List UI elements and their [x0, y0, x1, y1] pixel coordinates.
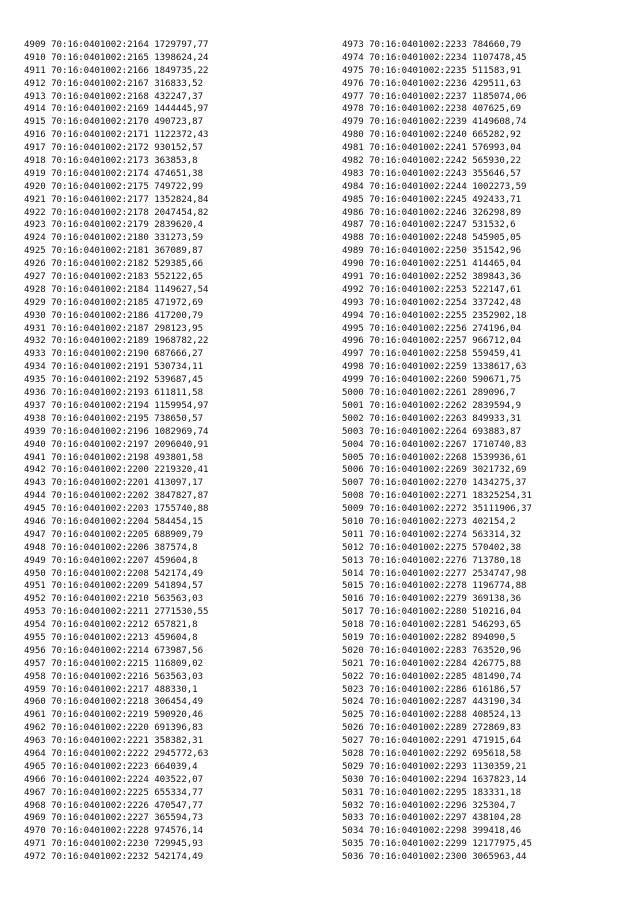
- table-row: 4982 70:16:0401002:2242 565930,22: [342, 156, 522, 167]
- table-row: 4940 70:16:0401002:2197 2096040,91: [24, 439, 209, 450]
- table-row: 4977 70:16:0401002:2237 1185074,06: [342, 91, 527, 102]
- table-row: 5006 70:16:0401002:2269 3021732,69: [342, 465, 527, 476]
- table-row: 4991 70:16:0401002:2252 389843,36: [342, 272, 522, 283]
- table-row: 4926 70:16:0401002:2182 529385,66: [24, 259, 204, 270]
- table-row: 4980 70:16:0401002:2240 665282,92: [342, 130, 522, 141]
- table-row: 4933 70:16:0401002:2190 687666,27: [24, 349, 204, 360]
- table-row: 4972 70:16:0401002:2232 542174,49: [24, 852, 204, 863]
- table-row: 4959 70:16:0401002:2217 488330,1: [24, 684, 198, 695]
- table-row: 4993 70:16:0401002:2254 337242,48: [342, 297, 522, 308]
- table-row: 4927 70:16:0401002:2183 552122,65: [24, 272, 204, 283]
- table-row: 5005 70:16:0401002:2268 1539936,61: [342, 452, 527, 463]
- table-row: 4974 70:16:0401002:2234 1107478,45: [342, 52, 527, 63]
- table-row: 4968 70:16:0401002:2226 470547,77: [24, 800, 204, 811]
- table-row: 5026 70:16:0401002:2289 272869,83: [342, 723, 522, 734]
- table-row: 4996 70:16:0401002:2257 966712,04: [342, 336, 522, 347]
- table-row: 4973 70:16:0401002:2233 784660,79: [342, 40, 522, 50]
- table-row: 4988 70:16:0401002:2248 545905,05: [342, 233, 522, 244]
- table-row: 5034 70:16:0401002:2298 399418,46: [342, 826, 522, 837]
- table-row: 4976 70:16:0401002:2236 429511,63: [342, 78, 522, 89]
- table-row: 4936 70:16:0401002:2193 611811,58: [24, 388, 204, 399]
- table-row: 4941 70:16:0401002:2198 493801,58: [24, 452, 204, 463]
- table-row: 4935 70:16:0401002:2192 539687,45: [24, 375, 204, 386]
- table-row: 4953 70:16:0401002:2211 2771530,55: [24, 607, 209, 618]
- table-row: 5031 70:16:0401002:2295 183331,18: [342, 787, 522, 798]
- table-row: 4961 70:16:0401002:2219 590920,46: [24, 710, 204, 721]
- table-row: 5009 70:16:0401002:2272 35111906,37: [342, 504, 532, 515]
- table-row: 4945 70:16:0401002:2203 1755740,88: [24, 504, 209, 515]
- table-row: 4924 70:16:0401002:2180 331273,59: [24, 233, 204, 244]
- table-row: 4918 70:16:0401002:2173 363853,8: [24, 156, 198, 167]
- table-row: 4981 70:16:0401002:2241 576993,04: [342, 143, 522, 154]
- table-row: 4967 70:16:0401002:2225 655334,77: [24, 787, 204, 798]
- table-row: 5021 70:16:0401002:2284 426775,88: [342, 658, 522, 669]
- table-row: 4998 70:16:0401002:2259 1338617,63: [342, 362, 527, 373]
- table-row: 4999 70:16:0401002:2260 590671,75: [342, 375, 522, 386]
- table-row: 4966 70:16:0401002:2224 403522,07: [24, 774, 204, 785]
- table-row: 4951 70:16:0401002:2209 541894,57: [24, 581, 204, 592]
- table-row: 5027 70:16:0401002:2291 471915,64: [342, 736, 522, 747]
- table-row: 4971 70:16:0401002:2230 729945,93: [24, 839, 204, 850]
- table-row: 4947 70:16:0401002:2205 688909,79: [24, 529, 204, 540]
- table-row: 5000 70:16:0401002:2261 289096,7: [342, 388, 516, 399]
- table-row: 4963 70:16:0401002:2221 358382,31: [24, 736, 204, 747]
- table-row: 5020 70:16:0401002:2283 763520,96: [342, 645, 522, 656]
- table-row: 4952 70:16:0401002:2210 563563,03: [24, 594, 204, 605]
- table-row: 4950 70:16:0401002:2208 542174,49: [24, 568, 204, 579]
- table-row: 4954 70:16:0401002:2212 657821,8: [24, 620, 198, 631]
- table-row: 4946 70:16:0401002:2204 584454,15: [24, 516, 204, 527]
- table-row: 5003 70:16:0401002:2264 693883,87: [342, 426, 522, 437]
- table-row: 4965 70:16:0401002:2223 664039,4: [24, 761, 198, 772]
- table-row: 4960 70:16:0401002:2218 306454,49: [24, 697, 204, 708]
- table-row: 4932 70:16:0401002:2189 1968782,22: [24, 336, 209, 347]
- table-row: 4979 70:16:0401002:2239 4149608,74: [342, 117, 527, 128]
- table-row: 4913 70:16:0401002:2168 432247,37: [24, 91, 204, 102]
- table-row: 5014 70:16:0401002:2277 2534747,98: [342, 568, 527, 579]
- table-row: 5028 70:16:0401002:2292 695618,58: [342, 748, 522, 759]
- table-row: 4956 70:16:0401002:2214 673987,56: [24, 645, 204, 656]
- table-row: 5035 70:16:0401002:2299 12177975,45: [342, 839, 532, 850]
- table-row: 5019 70:16:0401002:2282 894090,5: [342, 632, 516, 643]
- table-row: 5002 70:16:0401002:2263 849933,31: [342, 413, 522, 424]
- table-row: 4983 70:16:0401002:2243 355646,57: [342, 168, 522, 179]
- table-row: 4990 70:16:0401002:2251 414465,04: [342, 259, 522, 270]
- table-row: 4955 70:16:0401002:2213 459604,8: [24, 632, 198, 643]
- table-row: 5032 70:16:0401002:2296 325304,7: [342, 800, 516, 811]
- table-row: 4916 70:16:0401002:2171 1122372,43: [24, 130, 209, 141]
- table-row: 4997 70:16:0401002:2258 559459,41: [342, 349, 522, 360]
- table-row: 4962 70:16:0401002:2220 691396,83: [24, 723, 204, 734]
- table-row: 4964 70:16:0401002:2222 2945772,63: [24, 748, 209, 759]
- table-row: 4929 70:16:0401002:2185 471972,69: [24, 297, 204, 308]
- table-row: 5015 70:16:0401002:2278 1196774,88: [342, 581, 527, 592]
- table-row: 5036 70:16:0401002:2300 3065963,44: [342, 852, 527, 863]
- table-row: 4937 70:16:0401002:2194 1159954,97: [24, 400, 209, 411]
- left-column: [24, 39, 208, 864]
- table-row: 5012 70:16:0401002:2275 570402,38: [342, 542, 522, 553]
- table-row: 5004 70:16:0401002:2267 1710740,83: [342, 439, 527, 450]
- table-row: 4942 70:16:0401002:2200 2219320,41: [24, 465, 209, 476]
- table-row: 5023 70:16:0401002:2286 616186,57: [342, 684, 522, 695]
- right-column: [342, 39, 532, 864]
- table-row: 5024 70:16:0401002:2287 443190,34: [342, 697, 522, 708]
- table-row: 5007 70:16:0401002:2270 1434275,37: [342, 478, 527, 489]
- table-row: 4938 70:16:0401002:2195 738650,57: [24, 413, 204, 424]
- table-row: 5030 70:16:0401002:2294 1637823,14: [342, 774, 527, 785]
- table-row: 4915 70:16:0401002:2170 490723,87: [24, 117, 204, 128]
- table-row: 4919 70:16:0401002:2174 474651,38: [24, 168, 204, 179]
- table-row: 4928 70:16:0401002:2184 1149627,54: [24, 284, 209, 295]
- table-row: 5013 70:16:0401002:2276 713780,18: [342, 555, 522, 566]
- table-row: 4987 70:16:0401002:2247 531532,6: [342, 220, 516, 231]
- table-row: 4922 70:16:0401002:2178 2047454,82: [24, 207, 209, 218]
- table-row: 4957 70:16:0401002:2215 116809,02: [24, 658, 204, 669]
- table-row: 4970 70:16:0401002:2228 974576,14: [24, 826, 204, 837]
- table-row: 4917 70:16:0401002:2172 930152,57: [24, 143, 204, 154]
- table-row: 4943 70:16:0401002:2201 413097,17: [24, 478, 204, 489]
- table-row: 4910 70:16:0401002:2165 1398624,24: [24, 52, 209, 63]
- table-row: 4969 70:16:0401002:2227 365594,73: [24, 813, 204, 824]
- table-row: 4934 70:16:0401002:2191 530734,11: [24, 362, 204, 373]
- table-row: 5018 70:16:0401002:2281 546293,65: [342, 620, 522, 631]
- table-row: 4958 70:16:0401002:2216 563563,03: [24, 671, 204, 682]
- table-row: 5033 70:16:0401002:2297 438104,28: [342, 813, 522, 824]
- table-row: 5011 70:16:0401002:2274 563314,32: [342, 529, 522, 540]
- table-row: 4985 70:16:0401002:2245 492433,71: [342, 194, 522, 205]
- table-row: 5010 70:16:0401002:2273 402154,2: [342, 516, 516, 527]
- table-row: 4931 70:16:0401002:2187 298123,95: [24, 323, 204, 334]
- table-row: 4989 70:16:0401002:2250 351542,96: [342, 246, 522, 257]
- table-row: 4944 70:16:0401002:2202 3847827,87: [24, 491, 209, 502]
- table-row: 4984 70:16:0401002:2244 1002273,59: [342, 181, 527, 192]
- table-row: 4923 70:16:0401002:2179 2839620,4: [24, 220, 204, 231]
- table-row: 4921 70:16:0401002:2177 1352824,84: [24, 194, 209, 205]
- table-row: 4994 70:16:0401002:2255 2352902,18: [342, 310, 527, 321]
- table-row: 5008 70:16:0401002:2271 18325254,31: [342, 491, 532, 502]
- table-row: 4925 70:16:0401002:2181 367089,87: [24, 246, 204, 257]
- table-row: 5017 70:16:0401002:2280 510216,04: [342, 607, 522, 618]
- table-row: 4995 70:16:0401002:2256 274196,04: [342, 323, 522, 334]
- table-row: 4930 70:16:0401002:2186 417200,79: [24, 310, 204, 321]
- table-row: 4939 70:16:0401002:2196 1082969,74: [24, 426, 209, 437]
- table-row: 5022 70:16:0401002:2285 481490,74: [342, 671, 522, 682]
- table-row: 5016 70:16:0401002:2279 369138,36: [342, 594, 522, 605]
- table-row: 4948 70:16:0401002:2206 387574,8: [24, 542, 198, 553]
- table-row: 4978 70:16:0401002:2238 407625,69: [342, 104, 522, 115]
- table-row: 5025 70:16:0401002:2288 408524,13: [342, 710, 522, 721]
- table-row: 4911 70:16:0401002:2166 1849735,22: [24, 65, 209, 76]
- table-row: 5029 70:16:0401002:2293 1130359,21: [342, 761, 527, 772]
- table-row: 4986 70:16:0401002:2246 326298,89: [342, 207, 522, 218]
- table-row: 5001 70:16:0401002:2262 2839594,9: [342, 400, 522, 411]
- table-row: 4909 70:16:0401002:2164 1729797,77: [24, 40, 209, 50]
- table-row: 4975 70:16:0401002:2235 511583,91: [342, 65, 522, 76]
- table-row: 4920 70:16:0401002:2175 749722,99: [24, 181, 204, 192]
- table-row: 4949 70:16:0401002:2207 459604,8: [24, 555, 198, 566]
- table-row: 4992 70:16:0401002:2253 522147,61: [342, 284, 522, 295]
- table-row: 4912 70:16:0401002:2167 316833,52: [24, 78, 204, 89]
- table-row: 4914 70:16:0401002:2169 1444445,97: [24, 104, 209, 115]
